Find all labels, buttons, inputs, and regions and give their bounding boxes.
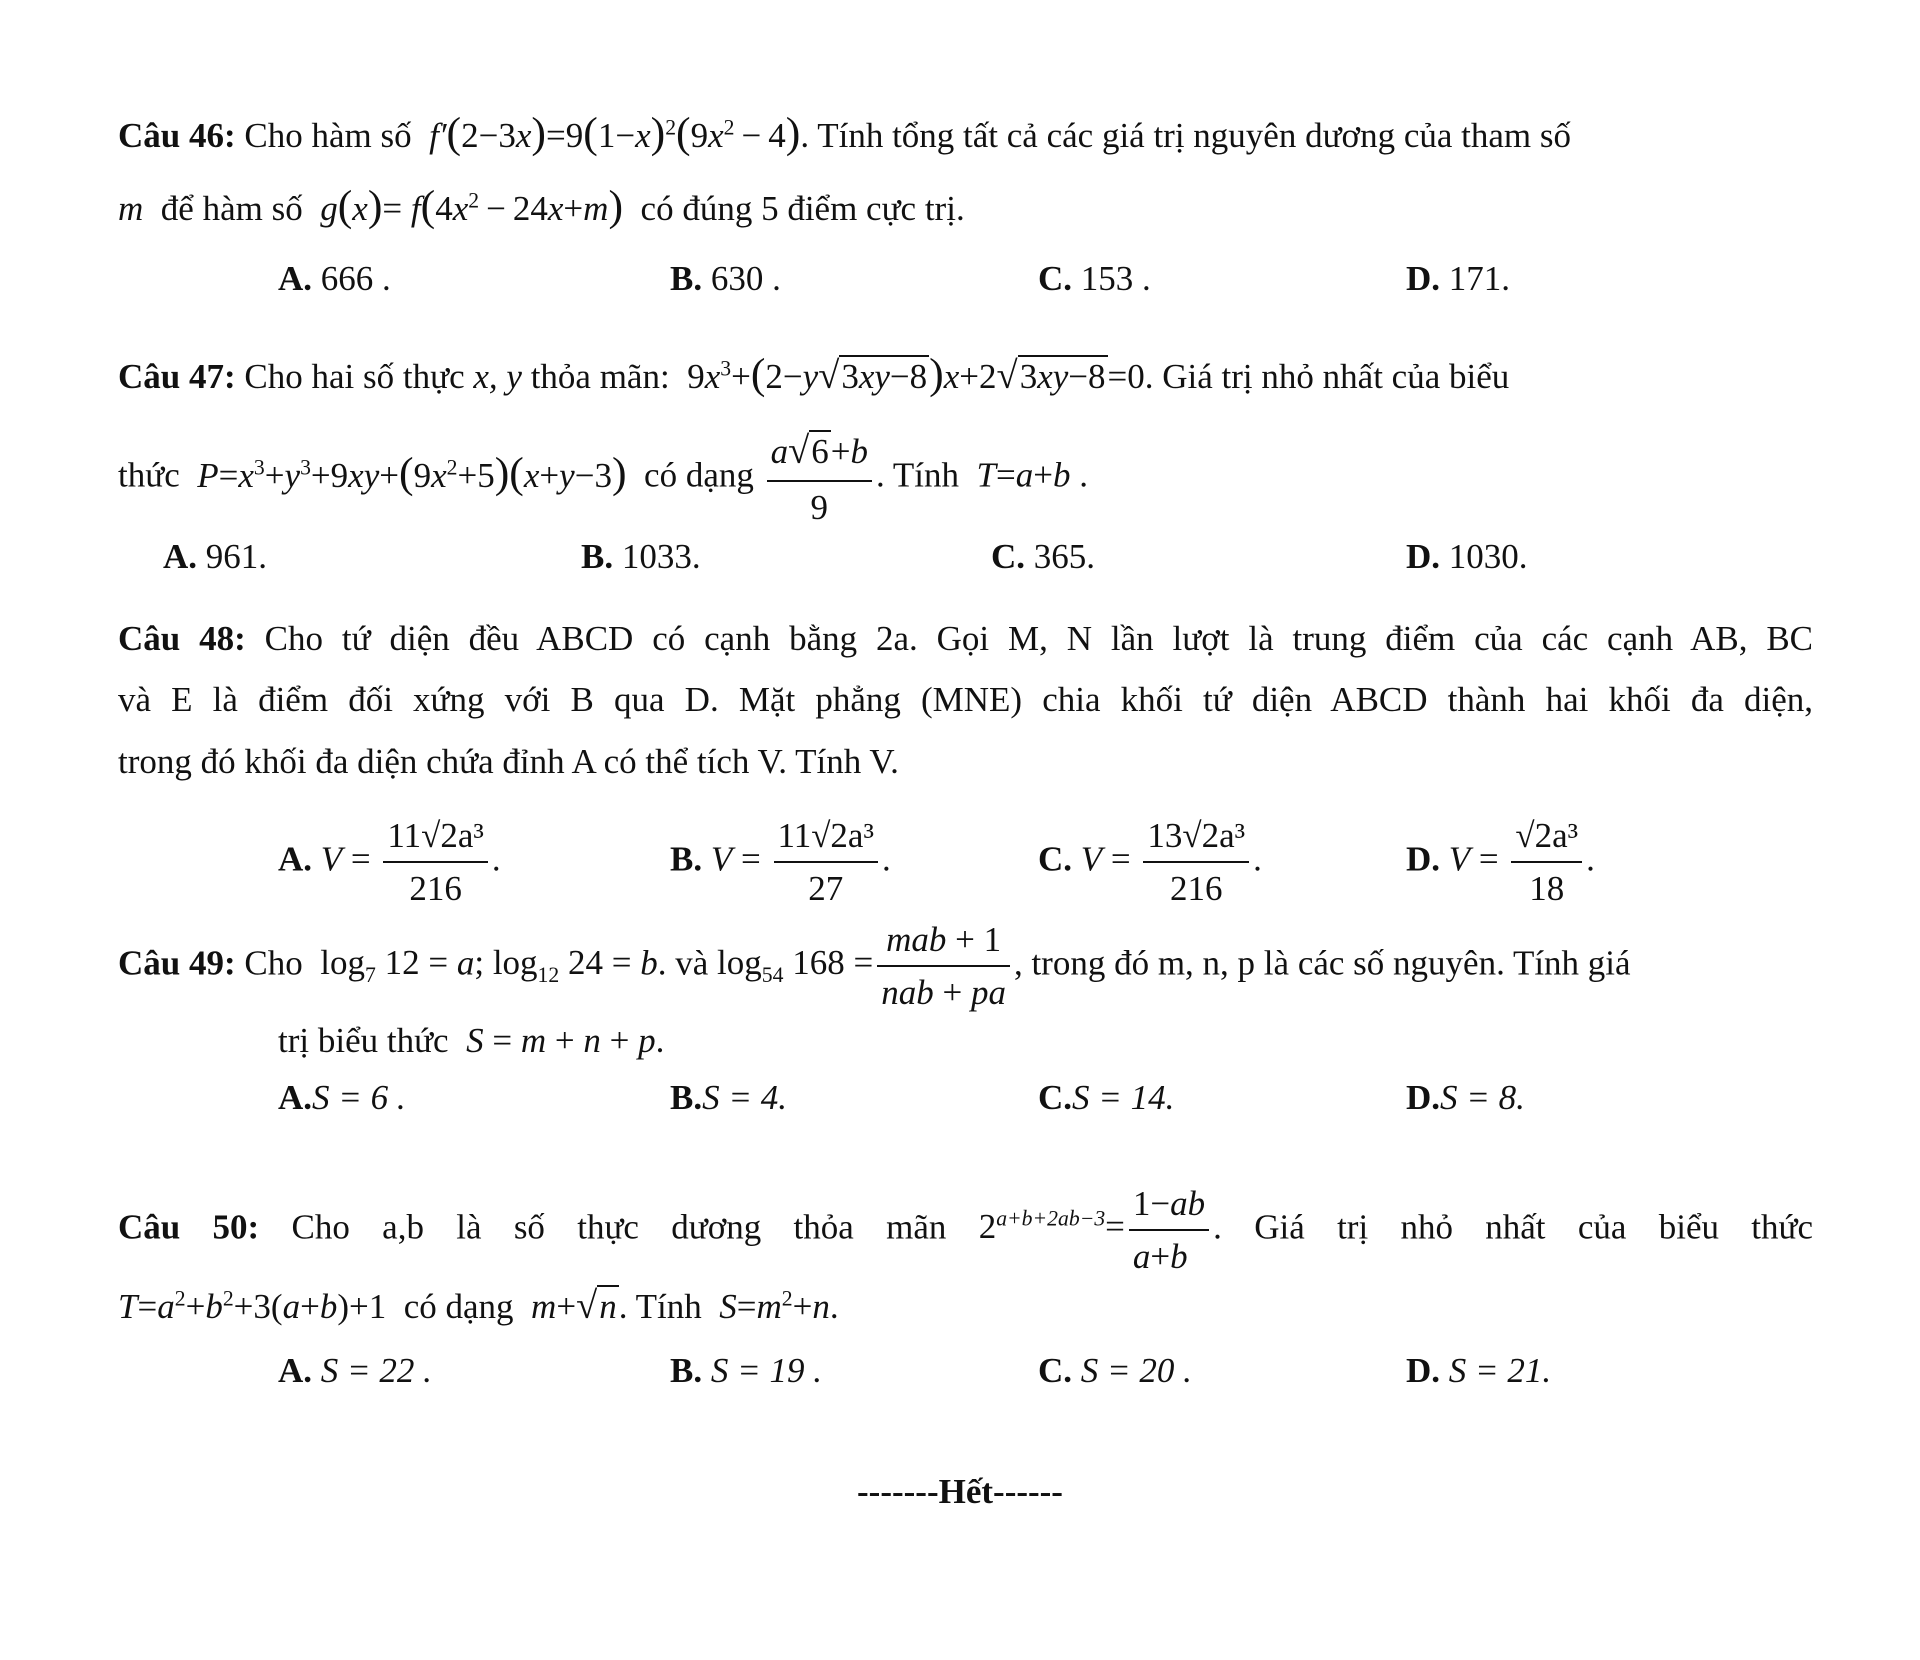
option-a: A.S = 6 .: [278, 1078, 406, 1117]
question-46-line-2: m để hàm số $g(x)= f(4x^2 - 24x+m)$ có đúng 5 điểm cực trị.: [118, 182, 965, 231]
question-49-line-2: trị biểu thức S = m + n + p.: [278, 1020, 665, 1060]
question-50-line-1: Câu 50: Cho a,b là số thực dương thỏa mãn $2^{a+b+2ab-3}=$ $\frac{1-ab}{a+b}$ . Giá trị nhỏ nhất của biểu thức: [118, 1180, 1813, 1281]
option-a: A. 666 .: [278, 259, 391, 298]
question-46-line-1: Câu 46: Cho hàm số $f'(2-3x)=9(1-x)^2(9x^2 - 4)$. Tính tổng tất cả các giá trị nguyên dương của tham số: [118, 109, 1571, 157]
question-50-line-2: $T=a^2+b^2+3(a+b)+1$ có dạng m+√n. Tính $S=m^2+n$.: [118, 1284, 839, 1327]
question-47-line-1: Câu 47: Cho hai số thực x, y thỏa mãn: $9x^3+(2-y√3xy-8)x+2√3xy-8=0$. Giá trị nhỏ nhất của biểu: [118, 350, 1510, 398]
formula: $2^{a+b+2ab-3}=$ $\frac{1-ab}{a+b}$: [979, 1207, 1213, 1246]
option-d: D. 171.: [1406, 259, 1511, 298]
options-50: [118, 1347, 1813, 1395]
options-49: [118, 1074, 1813, 1122]
question-48-line-1: Câu 48: Cho tứ diện đều ABCD có cạnh bằng 2a. Gọi M, N lần lượt là trung điểm của các cạnh AB, BC: [118, 619, 1814, 658]
options-47: [118, 533, 1813, 581]
option-d: D. S = 21.: [1406, 1351, 1552, 1390]
question-48-line-2: và E là điểm đối xứng với B qua D. Mặt phẳng (MNE) chia khối tứ diện ABCD thành hai khối đa diện,: [118, 680, 1813, 720]
option-c: C. V = $\frac{\text{13√2a³}}{216}$ .: [1038, 812, 1262, 913]
question-47: [118, 345, 1813, 531]
options-46: [118, 255, 1813, 303]
question-49-line-1: Câu 49: Cho $\log_7 12 = a$; $\log_{12} 24 = b$. và $\log_{54} 168$ = $\frac{\text{mab + 1}}{\text{nab + pa}}$ , trong đó m, n, p là các số nguyên. Tính giá: [118, 916, 1813, 1017]
question-47-line-2: thức $P=x^3+y^3+9xy+(9x^2+5)(x+y-3)$ có dạng $\frac{a√6+b}{9}$ . Tính T=a+b .: [118, 426, 1813, 531]
option-d: D.S = 8.: [1406, 1078, 1525, 1117]
end-marker: -------Hết------: [857, 1472, 1063, 1511]
formula: $f'(2-3x)=9(1-x)^2(9x^2 - 4)$: [420, 109, 801, 157]
option-b: B. 630 .: [670, 259, 781, 298]
fraction: $\frac{a√6+b}{9}$: [767, 426, 872, 531]
option-c: C. S = 20 .: [1038, 1351, 1192, 1390]
option-b: B.S = 4.: [670, 1078, 787, 1117]
question-50: [118, 1180, 1813, 1332]
option-b: B. S = 19 .: [670, 1351, 822, 1390]
question-49: [118, 916, 1813, 1064]
formula: $\log_7 12 = a$; $\log_{12} 24 = b$: [320, 943, 658, 988]
formula: $\log_{54} 168$ = $\frac{\text{mab + 1}}{\text{nab + pa}}$: [717, 943, 1014, 982]
formula: $9x^3+(2-y√3xy-8)x+2√3xy-8=0$: [687, 350, 1145, 398]
question-48-line-3: trong đó khối đa diện chứa đỉnh A có thể tích V. Tính V.: [118, 741, 899, 781]
option-c: C. 365.: [991, 537, 1096, 576]
option-d: D. 1030.: [1406, 537, 1528, 576]
question-46: [118, 104, 1813, 236]
option-a: A. S = 22 .: [278, 1351, 432, 1390]
option-d: D. V = $\frac{\text{√2a³}}{18}$ .: [1406, 812, 1595, 913]
formula: $P=x^3+y^3+9xy+(9x^2+5)(x+y-3)$: [188, 448, 627, 497]
option-a: A. 961.: [163, 537, 268, 576]
options-48: [118, 812, 1813, 912]
question-48: [118, 615, 1813, 785]
option-c: C.S = 14.: [1038, 1078, 1175, 1117]
option-b: B. V = $\frac{\text{11√2a³}}{27}$ .: [670, 812, 891, 913]
option-b: B. 1033.: [581, 537, 701, 576]
option-c: C. 153 .: [1038, 259, 1151, 298]
formula: $T=a^2+b^2+3(a+b)+1$: [118, 1285, 387, 1326]
option-a: A. V = $\frac{\text{11√2a³}}{216}$ .: [278, 812, 501, 913]
question-label: Câu 46:: [118, 116, 236, 155]
formula: $g(x)= f(4x^2 - 24x+m)$: [311, 182, 624, 231]
